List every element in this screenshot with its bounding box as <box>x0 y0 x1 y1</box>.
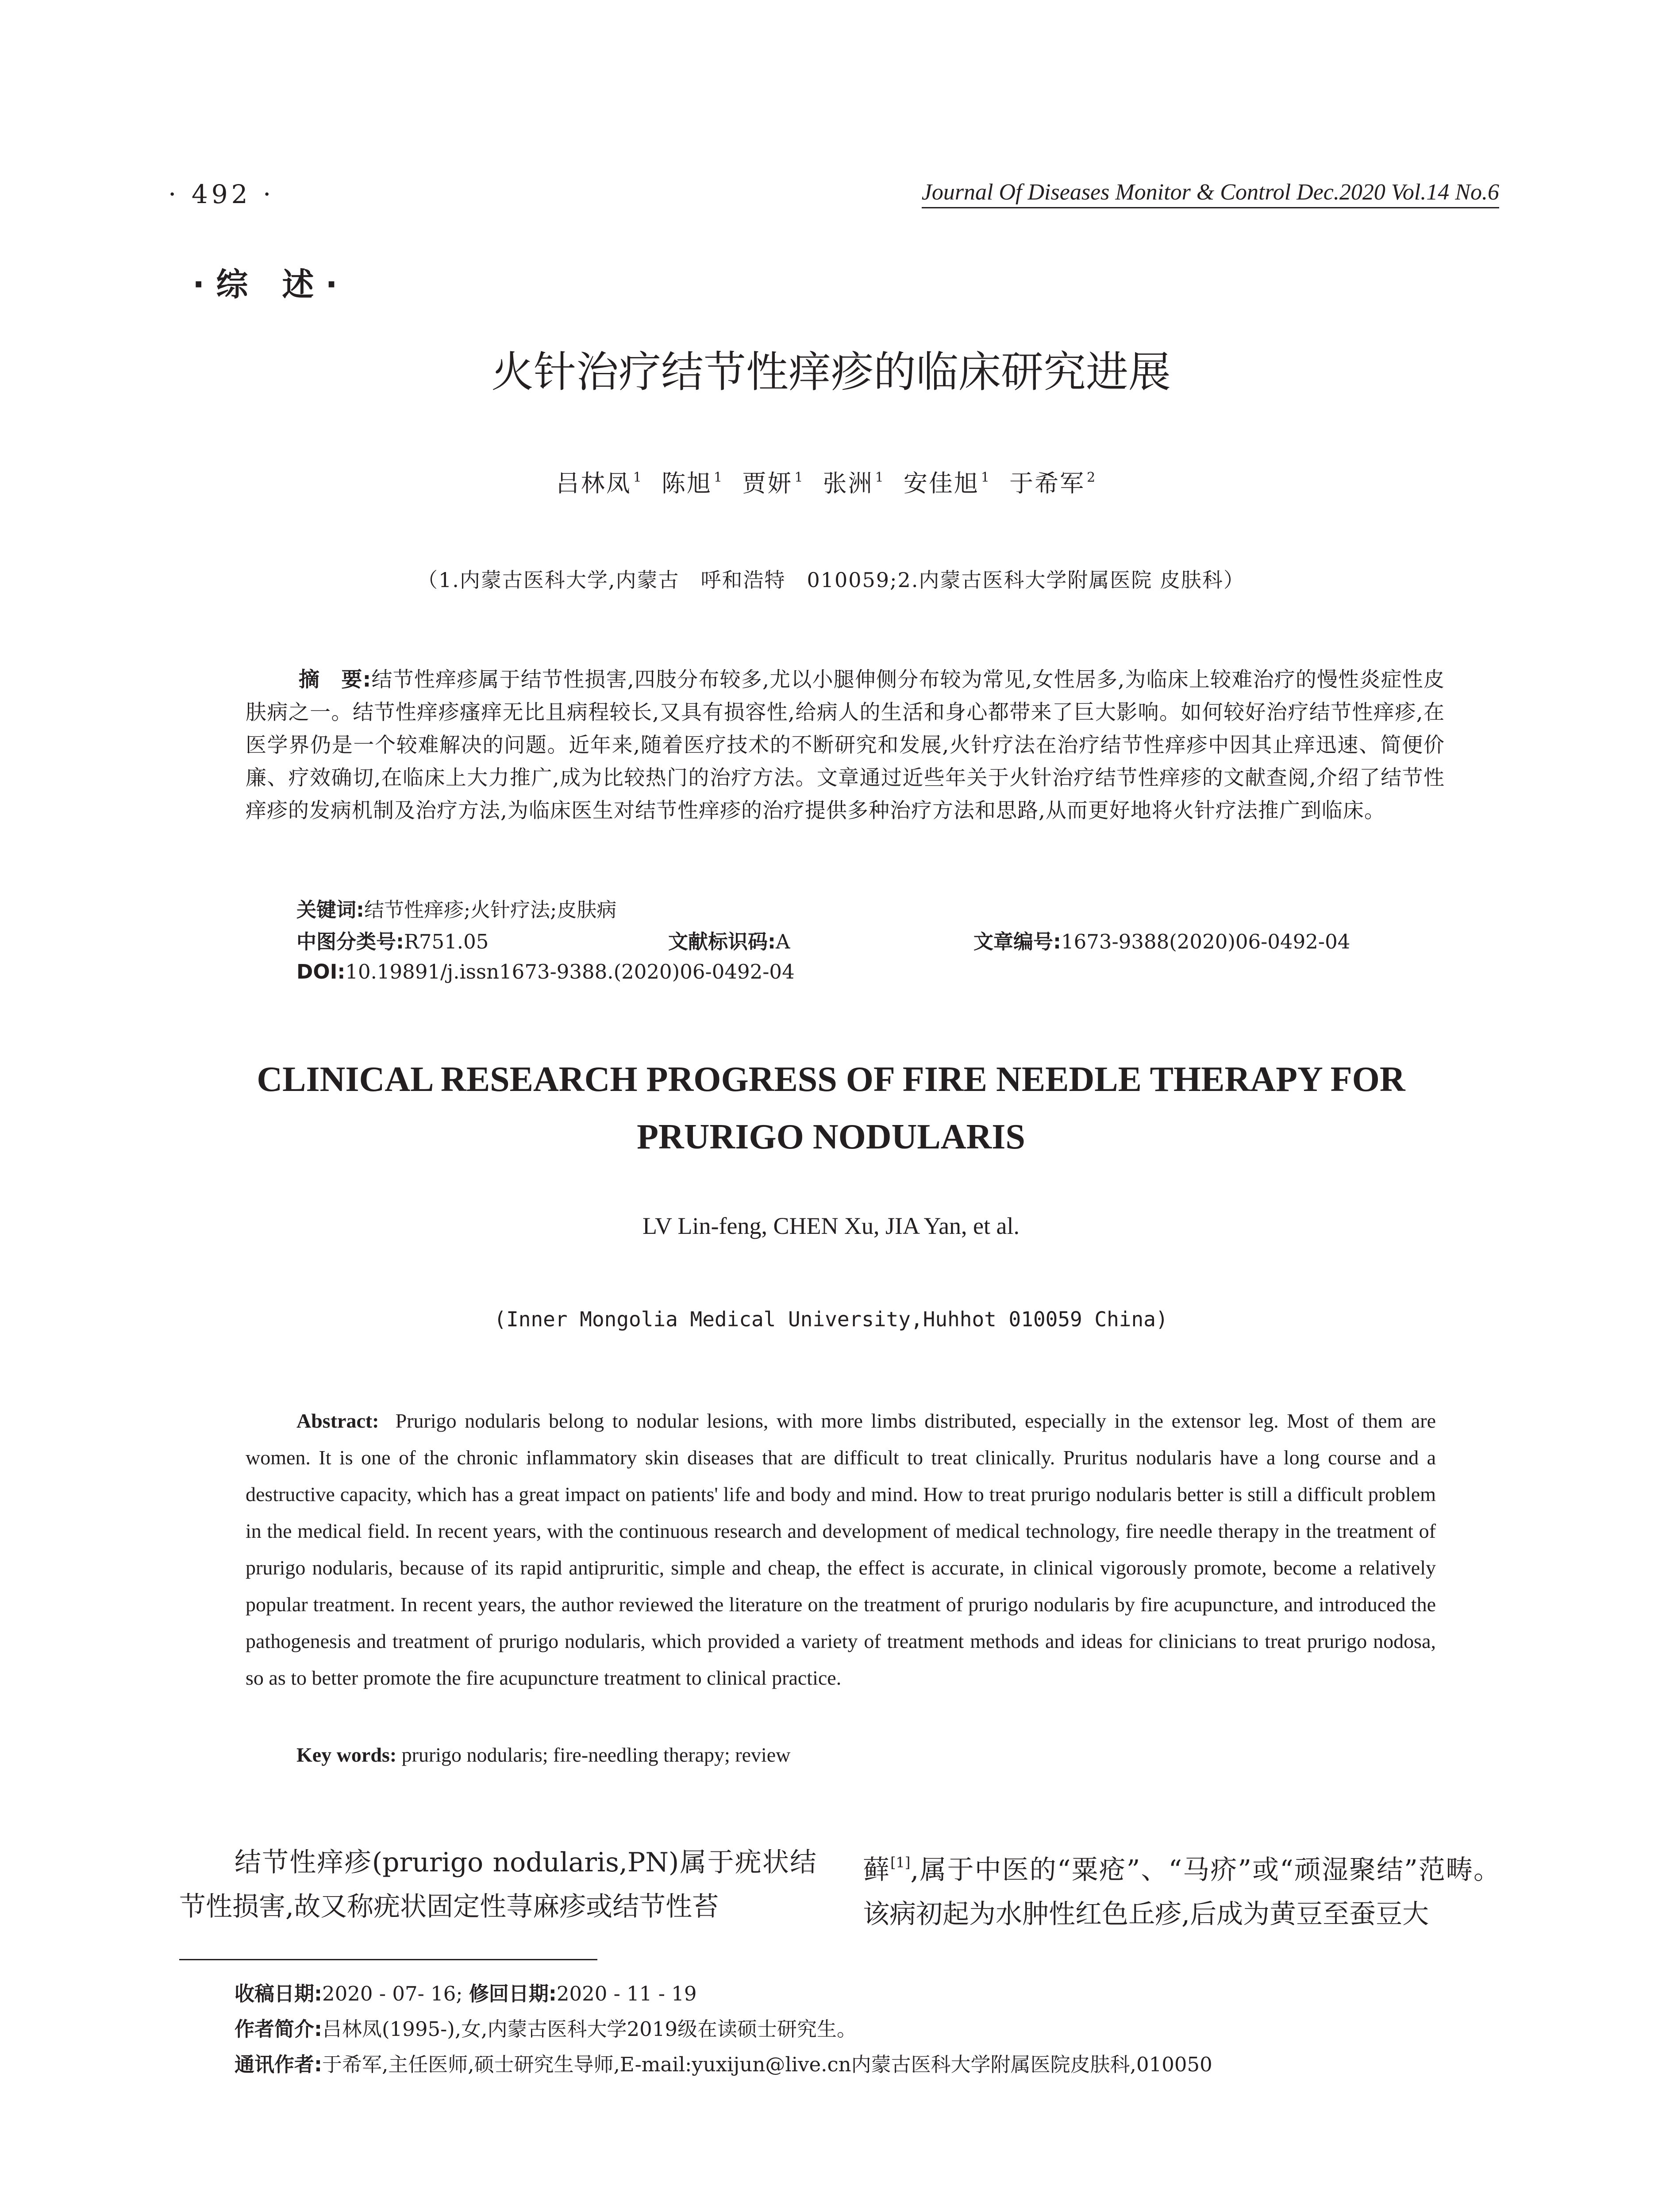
title-english <box>0 1051 1662 1166</box>
document-code-value: A <box>776 930 790 953</box>
section-label: ·综 述· <box>192 266 349 303</box>
author-name: 贾妍 <box>742 469 793 497</box>
abstract-english <box>246 1402 1436 1696</box>
author-affiliation-mark: 1 <box>633 470 643 485</box>
classification-label: 中图分类号: <box>296 930 404 953</box>
title-english-text: CLINICAL RESEARCH PROGRESS OF FIRE NEEDLE THERAPY FOR PRURIGO NODULARIS <box>257 1060 1405 1156</box>
keywords-text: 结节性痒疹;火针疗法;皮肤病 <box>364 898 617 922</box>
classification-value: R751.05 <box>404 930 489 953</box>
article-id <box>973 926 1350 954</box>
author-affiliation-mark: 1 <box>981 470 991 485</box>
received-date: 2020 - 07- 16; <box>322 1982 463 2005</box>
article-id-label: 文章编号: <box>973 930 1061 953</box>
body-text: 藓 <box>863 1855 891 1886</box>
abstract-chinese <box>246 664 1445 827</box>
keywords-english-label: Key words: <box>296 1743 397 1766</box>
body-text: ,属于中医的“粟疮”、“马疥”或“顽湿聚结”范畴。该病初起为水肿性红色丘疹,后成为黄豆至蚕豆大 <box>863 1855 1500 1930</box>
keywords-english-text: prurigo nodularis; fire-needling therapy; review <box>401 1743 791 1766</box>
footnote-corresponding-author <box>235 2048 1212 2077</box>
footnote-divider <box>179 1959 597 1960</box>
author-name: 于希军 <box>1009 469 1085 497</box>
abstract-english-text: Prurigo nodularis belong to nodular lesions, with more limbs distributed, especially in the extensor leg. Most of them are women. It is one of the chronic inflammatory skin diseases that are difficult to treat clinically. Pruritus nodularis have a long course and a destructive capacity, which has a great impact on patients' life and body and mind. How to treat prurigo nodularis better is still a difficult problem in the medical field. In recent years, with the continuous research and development of medical technology, fire needle therapy in the treatment of prurigo nodularis, because of its rapid antipruritic, simple and cheap, the effect is accurate, in clinical vigorously promote, become a relatively popular treatment. In recent years, the author reviewed the literature on the treatment of prurigo nodularis by fire acupuncture, and introduced the pathogenesis and treatment of prurigo nodularis, which provided a variety of treatment methods and ideas for clinicians to treat prurigo nodosa, so as to better promote the fire acupuncture treatment to clinical practice. <box>246 1409 1436 1689</box>
doi-value: 10.19891/j.issn1673-9388.(2020)06-0492-04 <box>345 960 795 983</box>
body-text: 结节性痒疹(prurigo nodularis,PN)属于疣状结节性损害,故又称疣状固定性荨麻疹或结节性苔 <box>179 1847 816 1922</box>
body-column-left <box>179 1840 816 1929</box>
abstract-english-label: Abstract: <box>296 1409 379 1432</box>
revised-label: 修回日期: <box>469 1982 557 2005</box>
footnote-dates <box>235 1978 697 2006</box>
author-name: 吕林凤 <box>555 469 631 497</box>
author-list-chinese <box>0 465 1662 499</box>
footnote-author-bio <box>235 2013 857 2042</box>
classification-number <box>296 926 489 954</box>
received-label: 收稿日期: <box>235 1982 322 2005</box>
running-head: Journal Of Diseases Monitor & Control Dec.2020 Vol.14 No.6 <box>922 179 1499 208</box>
keywords-english <box>296 1743 790 1767</box>
author-affiliation-mark: 1 <box>714 470 724 485</box>
revised-date: 2020 - 11 - 19 <box>556 1982 697 2005</box>
affiliation-chinese: （1.内蒙古医科大学,内蒙古 呼和浩特 010059;2.内蒙古医科大学附属医院 皮肤科） <box>417 568 1245 592</box>
keywords-chinese <box>296 894 616 922</box>
document-code <box>668 926 790 954</box>
author-bio-text: 吕林凤(1995-),女,内蒙古医科大学2019级在读硕士研究生。 <box>322 2017 857 2041</box>
author-affiliation-mark: 2 <box>1087 470 1097 485</box>
abstract-text: 结节性痒疹属于结节性损害,四肢分布较多,尤以小腿伸侧分布较为常见,女性居多,为临床上较难治疗的慢性炎症性皮肤病之一。结节性痒疹瘙痒无比且病程较长,又具有损容性,给病人的生活和身心都带来了巨大影响。如何较好治疗结节性痒疹,在医学界仍是一个较难解决的问题。近年来,随着医疗技术的不断研究和发展,火针疗法在治疗结节性痒疹中因其止痒迅速、简便价廉、疗效确切,在临床上大力推广,成为比较热门的治疗方法。文章通过近些年关于火针治疗结节性痒疹的文献查阅,介绍了结节性痒疹的发病机制及治疗方法,为临床医生对结节性痒疹的治疗提供多种治疗方法和思路,从而更好地将火针疗法推广到临床。 <box>246 668 1445 823</box>
document-code-label: 文献标识码: <box>668 930 776 953</box>
affiliation-english: (Inner Mongolia Medical University,Huhhot 010059 China) <box>494 1307 1168 1331</box>
keywords-label: 关键词: <box>296 898 364 922</box>
doi-label: DOI: <box>296 960 346 983</box>
doi <box>296 960 795 983</box>
author-name: 安佳旭 <box>903 469 979 497</box>
author-bio-label: 作者简介: <box>235 2017 322 2041</box>
corresponding-text: 于希军,主任医师,硕士研究生导师,E-mail:yuxijun@live.cn内蒙古医科大学附属医院皮肤科,010050 <box>322 2053 1212 2076</box>
article-id-value: 1673-9388(2020)06-0492-04 <box>1061 930 1350 953</box>
corresponding-label: 通讯作者: <box>235 2053 322 2076</box>
abstract-label: 摘 要: <box>299 668 372 692</box>
title-chinese: 火针治疗结节性痒疹的临床研究进展 <box>491 347 1171 397</box>
page-number: · 492 · <box>168 179 275 209</box>
author-name: 张洲 <box>823 469 873 497</box>
author-affiliation-mark: 1 <box>875 470 885 485</box>
author-affiliation-mark: 1 <box>794 470 804 485</box>
citation-reference: [1] <box>890 1854 911 1871</box>
body-column-right <box>863 1840 1500 1936</box>
author-list-english: LV Lin-feng, CHEN Xu, JIA Yan, et al. <box>642 1213 1020 1239</box>
author-name: 陈旭 <box>662 469 712 497</box>
